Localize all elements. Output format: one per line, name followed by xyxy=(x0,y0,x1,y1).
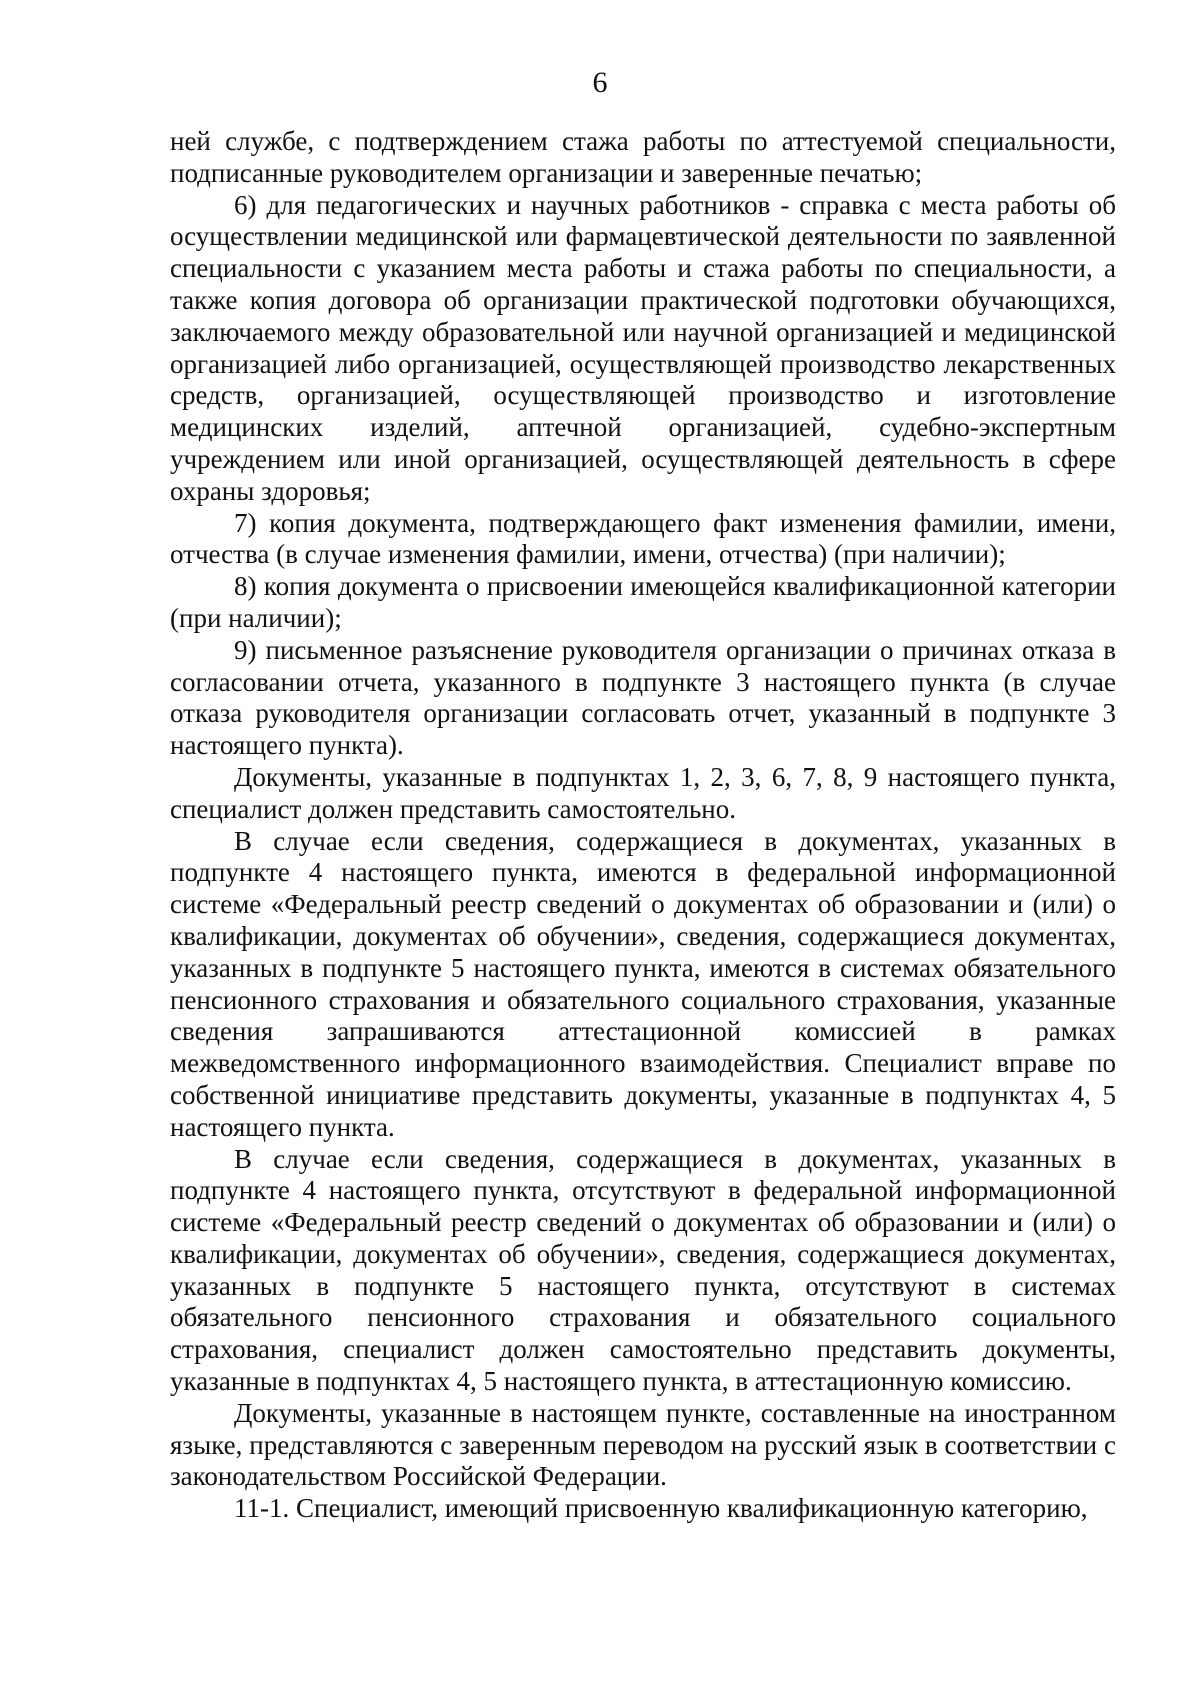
paragraph-item-8: 8) копия документа о присвоении имеющейся квалификационной категории (при наличии); xyxy=(170,571,1116,633)
paragraph-item-7: 7) копия документа, подтверждающего факт изменения фамилии, имени, отчества (в случае изменения фамилии, имени, отчества) (при наличии); xyxy=(170,507,1116,570)
paragraph-item-6: 6) для педагогических и научных работников - справка с места работы об осуществлении медицинской или фармацевтической деятельности по заявленной специальности с указанием места работы и стажа работы по специальности, а также копия договора об организации практической подготовки обучающихся, заключаемого между образовательной или научной организацией и медицинской организацией либо организацией, осуществляющей производство лекарственных средств, организацией, осуществляющей производство и изготовление медицинских изделий, аптечной организацией, судебно-экспертным учреждением или иной организацией, осуществляющей деятельность в сфере охраны здоровья; xyxy=(170,189,1116,506)
paragraph-item-9: 9) письменное разъяснение руководителя организации о причинах отказа в согласовании отчета, указанного в подпункте 3 настоящего пункта (в случае отказа руководителя организации согласовать отчет, указанный в подпункте 3 настоящего пункта). xyxy=(170,634,1116,761)
page-number: 6 xyxy=(592,66,608,99)
document-body xyxy=(170,126,1116,1525)
paragraph-info-available: В случае если сведения, содержащиеся в документах, указанных в подпункте 4 настоящего пункта, имеются в федеральной информационной системе «Федеральный реестр сведений о документах об образовании и (или) о квалификации, документах об обучении», сведения, содержащиеся документах, указанных в подпункте 5 настоящего пункта, имеются в системах обязательного пенсионного страхования и обязательного социального страхования, указанные сведения запрашиваются аттестационной комиссией в рамках межведомственного информационного взаимодействия. Специалист вправе по собственной инициативе представить документы, указанные в подпунктах 4, 5 настоящего пункта. xyxy=(170,825,1116,1142)
paragraph-foreign-language: Документы, указанные в настоящем пункте, составленные на иностранном языке, представляются с заверенным переводом на русский язык в соответствии с законодательством Российской Федерации. xyxy=(170,1397,1116,1492)
paragraph-continuation: ней службе, с подтверждением стажа работы по аттестуемой специальности, подписанные руководителем организации и заверенные печатью; xyxy=(170,126,1116,188)
paragraph-documents-self: Документы, указанные в подпунктах 1, 2, 3, 6, 7, 8, 9 настоящего пункта, специалист должен представить самостоятельно. xyxy=(170,761,1116,824)
paragraph-item-11-1: 11-1. Специалист, имеющий присвоенную квалификационную категорию, xyxy=(234,1493,1088,1524)
paragraph-info-absent: В случае если сведения, содержащиеся в документах, указанных в подпункте 4 настоящего пункта, отсутствуют в федеральной информационной системе «Федеральный реестр сведений о документах об образовании и (или) о квалификации, документах об обучении», сведения, содержащиеся документах, указанных в подпункте 5 настоящего пункта, отсутствуют в системах обязательного пенсионного страхования и обязательного социального страхования, специалист должен самостоятельно представить документы, указанные в подпунктах 4, 5 настоящего пункта, в аттестационную комиссию. xyxy=(170,1143,1116,1397)
